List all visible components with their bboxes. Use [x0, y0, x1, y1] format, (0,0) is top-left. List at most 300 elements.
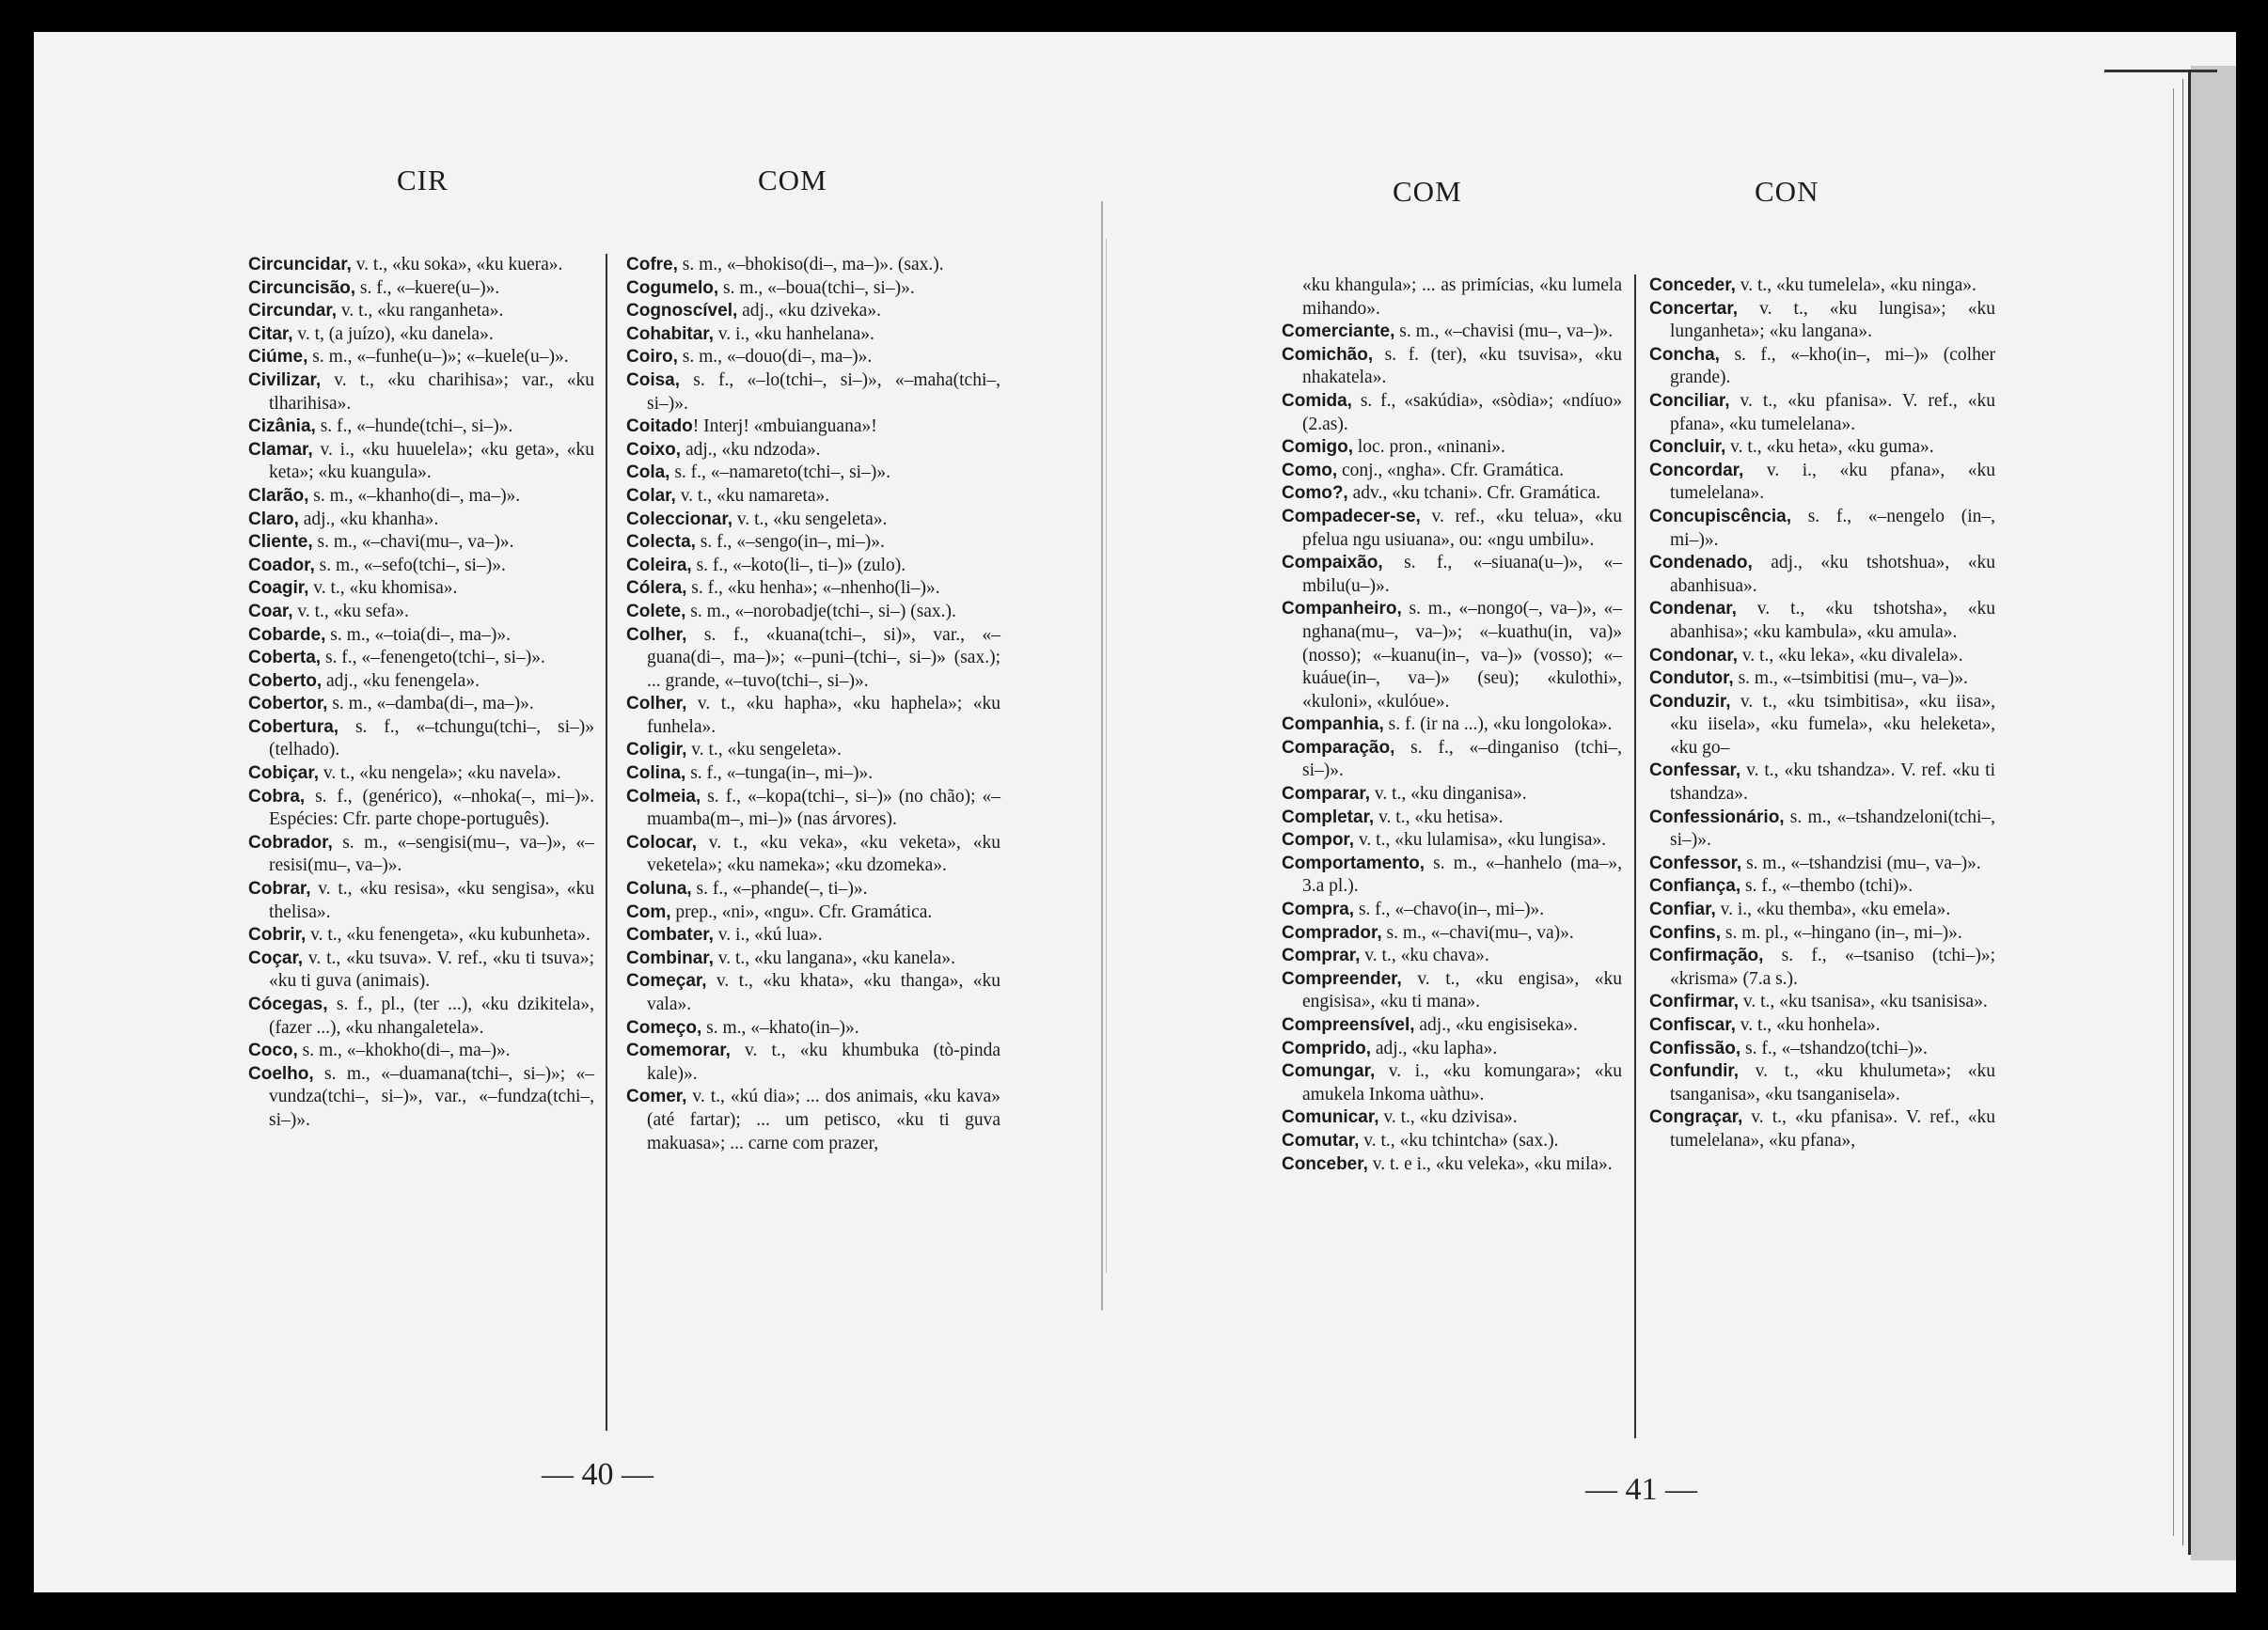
- entry-headword: Comichão,: [1282, 344, 1374, 365]
- dictionary-entry: [248, 485, 594, 509]
- dictionary-entry: [1282, 390, 1622, 436]
- entry-headword: Concertar,: [1649, 298, 1738, 319]
- dictionary-entry: [248, 1040, 594, 1063]
- dictionary-entry: [1649, 506, 1995, 552]
- dictionary-entry: [626, 786, 1000, 832]
- right-page-edge-inner: [2182, 79, 2183, 1545]
- entry-definition: s. m., «–boua(tchi–, si–)».: [718, 277, 915, 298]
- entry-definition: s. m., «–duamana(tchi–, si–)»; «–vundza(tchi–, si–)», var., «–fundza(tchi–, si–)».: [269, 1063, 594, 1130]
- entry-definition: v. i., «ku hanhelana».: [713, 323, 874, 344]
- entry-headword: Colina,: [626, 763, 686, 784]
- dictionary-entry: [1282, 598, 1622, 713]
- dictionary-entry: [626, 531, 1000, 555]
- entry-headword: Condenado,: [1649, 553, 1753, 573]
- right-page-edge-inner-2: [2173, 88, 2174, 1536]
- entry-headword: Coagir,: [248, 578, 309, 599]
- entry-definition: s. f., «–dinganiso (tchi–, si–)».: [1302, 737, 1622, 781]
- entry-definition: v. t., «ku dinganisa».: [1369, 784, 1527, 805]
- dictionary-entry: [1282, 460, 1622, 483]
- entry-definition: v. i., «ku pfana», «ku tumelelana».: [1670, 460, 1995, 504]
- dictionary-entry: [1282, 899, 1622, 922]
- entry-headword: Coelho,: [248, 1063, 314, 1084]
- entry-definition: s. m., «–tsimbitisi (mu–, va–)».: [1733, 668, 1968, 689]
- entry-definition: v. t., «ku sengeleta».: [732, 509, 888, 529]
- entry-headword: Coçar,: [248, 948, 304, 968]
- entry-definition: s. f., «–phande(–, ti–)».: [691, 879, 868, 900]
- dictionary-entry: [626, 878, 1000, 901]
- entry-headword: Colar,: [626, 485, 676, 506]
- entry-headword: Cobertor,: [248, 694, 328, 714]
- entry-headword: Concha,: [1649, 344, 1720, 365]
- entry-headword: Cócegas,: [248, 995, 328, 1014]
- entry-headword: Cobarde,: [248, 624, 326, 645]
- entry-definition: s. f., «–thembo (tchi)».: [1740, 876, 1914, 897]
- entry-definition: v. t., «ku lungisa»; «ku lunganheta»; «ku langana».: [1670, 298, 1995, 342]
- entry-headword: Comparar,: [1282, 784, 1370, 805]
- entry-headword: Concluir,: [1649, 437, 1726, 458]
- dictionary-column: [626, 254, 1000, 1155]
- dictionary-entry: [248, 716, 594, 762]
- scan-background: [34, 32, 2236, 1592]
- entry-headword: Comprido,: [1282, 1038, 1371, 1058]
- entry-definition: s. m., «–chavi(mu–, va)».: [1381, 922, 1574, 943]
- entry-definition: s. f., «–fenengeto(tchi–, si–)».: [321, 648, 545, 668]
- entry-definition: s. m., «–douo(di–, ma–)».: [677, 347, 873, 368]
- dictionary-entry: [626, 462, 1000, 485]
- entry-headword: Companheiro,: [1282, 599, 1402, 619]
- dictionary-entry: [1282, 321, 1622, 344]
- entry-headword: Companhia,: [1282, 714, 1384, 735]
- entry-headword: Confiscar,: [1649, 1015, 1736, 1035]
- dictionary-entry: [626, 948, 1000, 971]
- dictionary-entry: [248, 1063, 594, 1133]
- entry-definition: v. ref., «ku telua», «ku pfelua ngu usiuana», ou: «ngu umbilu».: [1302, 506, 1622, 550]
- dictionary-entry: [1282, 482, 1622, 506]
- entry-headword: Cobra,: [248, 786, 306, 807]
- dictionary-entry: [626, 323, 1000, 347]
- entry-definition: v. i., «ku huuelela»; «ku geta», «ku keta»; «ku kuangula».: [269, 439, 594, 483]
- entry-headword: Coador,: [248, 555, 315, 575]
- entry-definition: adj., «ku engisiseka».: [1414, 1015, 1578, 1035]
- entry-definition: v. t., «ku honhela».: [1735, 1015, 1881, 1035]
- dictionary-entry: [1649, 922, 1995, 946]
- entry-headword: Como?,: [1282, 483, 1348, 504]
- dictionary-entry: [248, 948, 594, 994]
- entry-headword: Compaixão,: [1282, 553, 1383, 573]
- entry-headword: Comer,: [626, 1087, 687, 1107]
- entry-definition: s. f., «–koto(li–, ti–)» (zulo).: [691, 555, 906, 575]
- entry-headword: Congraçar,: [1649, 1107, 1743, 1128]
- entry-definition: s. f., «–tchungu(tchi–, si–)» (telhado).: [269, 716, 594, 760]
- dictionary-entry: [1649, 460, 1995, 506]
- entry-definition: v. t., «ku hetisa».: [1374, 807, 1504, 827]
- entry-definition: v. t., «ku hapha», «ku haphela»; «ku funhela».: [647, 694, 1000, 737]
- entry-definition: s. f., «–hunde(tchi–, si–)».: [315, 416, 513, 437]
- entry-headword: Confiar,: [1649, 900, 1716, 920]
- dictionary-entry: [626, 739, 1000, 762]
- entry-definition: v. t, (a juízo), «ku danela».: [292, 323, 494, 344]
- dictionary-entry: [1282, 1060, 1622, 1106]
- entry-definition: s. f., «kuana(tchi–, si)», var., «–guana(di–, ma–)»; «–puni–(tchi–, si–)» (sax.); ... grande, «–tuvo(tchi–, si–)».: [647, 624, 1000, 691]
- entry-definition: v. t., «ku resisa», «ku sengisa», «ku thelisa».: [269, 879, 594, 922]
- entry-definition: v. t., «ku soka», «ku kuera».: [351, 255, 563, 274]
- dictionary-entry: [248, 670, 594, 694]
- entry-definition: s. f., «ku henha»; «–nhenho(li–)».: [686, 578, 940, 599]
- entry-headword: Começar,: [626, 971, 707, 992]
- dictionary-entry: [1282, 344, 1622, 390]
- dictionary-entry: [1649, 344, 1995, 390]
- entry-definition: s. m., «–toia(di–, ma–)».: [325, 624, 511, 645]
- entry-definition: v. t., «ku ranganheta».: [336, 301, 504, 321]
- entry-headword: Cobertura,: [248, 716, 339, 737]
- entry-definition: v. t., «ku fenengeta», «ku kubunheta».: [306, 925, 591, 946]
- dictionary-entry: [1282, 1153, 1622, 1177]
- right-page-edge-shade: [2191, 66, 2236, 1560]
- entry-definition: v. t., «kú dia»; ... dos animais, «ku kava» (até fartar); ... um petisco, «ku ti guva makuasa»; ... carne com prazer,: [647, 1087, 1000, 1153]
- entry-headword: Conceder,: [1649, 275, 1736, 295]
- dictionary-entry: [1282, 552, 1622, 598]
- dictionary-entry: [248, 277, 594, 301]
- dictionary-entry: [248, 762, 594, 786]
- entry-definition: s. m., «–funhe(u–)»; «–kuele(u–)».: [307, 347, 569, 368]
- dictionary-entry: [1649, 552, 1995, 598]
- entry-headword: Cogumelo,: [626, 277, 719, 298]
- entry-definition: s. f., «–tunga(in–, mi–)».: [685, 763, 874, 784]
- entry-definition: v. i., «ku themba», «ku emela».: [1715, 900, 1951, 920]
- dictionary-entry: [626, 509, 1000, 532]
- entry-definition: s. m., «–hanhelo (ma–», 3.a pl.).: [1302, 853, 1622, 897]
- entry-definition: loc. pron., «ninani».: [1353, 437, 1505, 458]
- dictionary-entry: [1649, 991, 1995, 1014]
- dictionary-entry: [1282, 1014, 1622, 1038]
- dictionary-entry: [248, 786, 594, 832]
- dictionary-entry: [626, 346, 1000, 369]
- entry-headword: Como,: [1282, 460, 1338, 480]
- entry-headword: Cobrador,: [248, 832, 333, 853]
- dictionary-entry: [1649, 875, 1995, 899]
- entry-headword: Confiança,: [1649, 876, 1741, 897]
- entry-headword: Colher,: [626, 694, 687, 714]
- dictionary-entry: [626, 924, 1000, 948]
- entry-definition: v. t., «ku lulamisa», «ku lungisa».: [1354, 830, 1606, 851]
- dictionary-entry: [1282, 853, 1622, 899]
- entry-headword: Compreender,: [1282, 968, 1402, 989]
- dictionary-entry: [1649, 598, 1995, 644]
- entry-definition: adv., «ku tchani». Cfr. Gramática.: [1347, 483, 1601, 504]
- dictionary-column: [1282, 274, 1622, 1176]
- entry-definition: s. m., «–damba(di–, ma–)».: [327, 694, 534, 714]
- dictionary-entry: [1649, 390, 1995, 436]
- entry-headword: Circuncidar,: [248, 255, 352, 274]
- dictionary-column: [1649, 274, 1995, 1153]
- dictionary-entry: [1282, 713, 1622, 737]
- entry-definition: s. f., «–chavo(in–, mi–)».: [1354, 900, 1545, 920]
- running-head-right: COM: [758, 164, 827, 196]
- dictionary-entry: [248, 832, 594, 878]
- dictionary-entry: [626, 832, 1000, 878]
- page-number: — 40 —: [542, 1457, 654, 1492]
- entry-definition: s. m., «–tshandzisi (mu–, va–)».: [1741, 853, 1981, 873]
- entry-definition: s. m., «–khato(in–)».: [701, 1017, 859, 1038]
- entry-headword: Cliente,: [248, 532, 313, 553]
- dictionary-entry: [1649, 298, 1995, 344]
- entry-definition: adj., «ku khanha».: [298, 509, 439, 529]
- entry-definition: v. t., «ku khata», «ku thanga», «ku vala».: [647, 971, 1000, 1014]
- entry-headword: Confirmar,: [1649, 992, 1740, 1012]
- entry-definition: s. f., «–lo(tchi–, si–)», «–maha(tchi–, si–)».: [647, 369, 1000, 414]
- dictionary-entry: [248, 878, 594, 924]
- dictionary-entry: [626, 624, 1000, 694]
- entry-headword: Colmeia,: [626, 786, 701, 807]
- entry-headword: Clarão,: [248, 485, 309, 506]
- entry-definition: v. t., «ku pfanisa». V. ref., «ku pfana», «ku tumelelana».: [1670, 390, 1995, 434]
- dictionary-entry: [626, 485, 1000, 509]
- entry-definition: v. t., «ku veka», «ku veketa», «ku veketela»; «ku nameka»; «ku dzomeka».: [647, 832, 1000, 876]
- entry-headword: Comutar,: [1282, 1130, 1360, 1151]
- dictionary-entry: [1282, 807, 1622, 830]
- dictionary-entry: [248, 254, 594, 277]
- entry-headword: Concupiscência,: [1649, 506, 1791, 526]
- running-head-left: CIR: [397, 164, 449, 196]
- dictionary-entry: [1282, 968, 1622, 1014]
- entry-headword: Completar,: [1282, 807, 1375, 827]
- entry-definition: s. f., «–siuana(u–)», «–mbilu(u–)».: [1302, 553, 1622, 596]
- entry-definition: conj., «ngha». Cfr. Gramática.: [1337, 460, 1565, 480]
- dictionary-entry: [248, 439, 594, 485]
- entry-headword: Confessar,: [1649, 760, 1741, 781]
- dictionary-entry: [1649, 667, 1995, 691]
- dictionary-entry: [248, 346, 594, 369]
- entry-headword: Comerciante,: [1282, 321, 1395, 342]
- entry-definition: s. f., «–kuere(u–)».: [355, 277, 500, 298]
- entry-definition: s. m., «–sengisi(mu–, va–)», «–resisi(mu–, va–)».: [269, 832, 594, 876]
- dictionary-entry: [1282, 922, 1622, 946]
- dictionary-entry: [248, 415, 594, 439]
- entry-definition: adj., «ku lapha».: [1371, 1038, 1498, 1058]
- page-40: [34, 32, 1134, 1592]
- entry-definition: s. f., (genérico), «–nhoka(–, mi–)». Espécies: Cfr. parte chope-português).: [269, 786, 594, 830]
- entry-headword: Comida,: [1282, 390, 1352, 411]
- dictionary-entry: [248, 647, 594, 670]
- page-number: — 41 —: [1585, 1472, 1697, 1507]
- dictionary-entry: [626, 254, 1000, 277]
- entry-headword: Confins,: [1649, 922, 1721, 943]
- entry-headword: Circundar,: [248, 301, 337, 321]
- dictionary-entry: [248, 323, 594, 347]
- dictionary-entry: [1282, 506, 1622, 552]
- dictionary-entry: [626, 369, 1000, 415]
- entry-definition: v. t., «ku heta», «ku guma».: [1725, 437, 1934, 458]
- dictionary-entry: [248, 994, 594, 1040]
- entry-definition: s. f., «–tshandzo(tchi–)».: [1740, 1038, 1928, 1058]
- dictionary-entry: [248, 300, 594, 323]
- entry-headword: Cobrar,: [248, 879, 311, 900]
- dictionary-entry: [1282, 945, 1622, 968]
- dictionary-entry: [626, 901, 1000, 925]
- dictionary-entry: [1282, 783, 1622, 807]
- entry-definition: s. f. (ter), «ku tsuvisa», «ku nhakatela».: [1302, 344, 1622, 388]
- entry-headword: Coberta,: [248, 648, 322, 668]
- entry-definition: s. f., «–tsaniso (tchi–)»; «krisma» (7.a s.).: [1670, 946, 1995, 989]
- entry-headword: Circuncisão,: [248, 277, 356, 298]
- dictionary-entry: [248, 555, 594, 578]
- entry-headword: Cobiçar,: [248, 763, 319, 784]
- right-page-edge: [2188, 70, 2191, 1555]
- dictionary-entry: [1649, 1060, 1995, 1106]
- entry-headword: Comprar,: [1282, 946, 1361, 966]
- dictionary-entry: [1282, 737, 1622, 783]
- entry-headword: Colecta,: [626, 532, 696, 553]
- dictionary-entry: [1282, 829, 1622, 853]
- entry-headword: Conduzir,: [1649, 691, 1731, 712]
- entry-headword: Comunicar,: [1282, 1107, 1379, 1128]
- right-page-edge-top: [2104, 70, 2217, 72]
- dictionary-entry: [626, 439, 1000, 462]
- entry-definition: prep., «ni», «ngu». Cfr. Gramática.: [670, 901, 933, 922]
- entry-definition: v. t., «ku sengeleta».: [686, 740, 842, 760]
- entry-headword: Coixo,: [626, 439, 682, 460]
- dictionary-entry: [248, 509, 594, 532]
- entry-headword: Claro,: [248, 509, 299, 529]
- dictionary-entry: [1649, 807, 1995, 853]
- entry-headword: Confirmação,: [1649, 946, 1764, 966]
- entry-definition: s. f., «–namareto(tchi–, si–)».: [669, 462, 890, 483]
- entry-definition: adj., «ku dziveka».: [737, 301, 881, 321]
- dictionary-entry: [1649, 645, 1995, 668]
- entry-definition: v. t., «ku chava».: [1360, 946, 1489, 966]
- dictionary-entry: [626, 277, 1000, 301]
- entry-definition: ! Interj! «mbuianguana»!: [692, 416, 877, 437]
- entry-headword: Coiro,: [626, 347, 678, 368]
- column-rule: [1634, 274, 1636, 1438]
- entry-headword: Com,: [626, 901, 671, 922]
- dictionary-entry: [248, 601, 594, 624]
- entry-headword: Citar,: [248, 323, 293, 344]
- dictionary-entry: [1649, 760, 1995, 806]
- entry-headword: Civilizar,: [248, 369, 322, 390]
- dictionary-entry: [626, 970, 1000, 1016]
- dictionary-entry: [626, 762, 1000, 786]
- entry-headword: Confessor,: [1649, 853, 1742, 873]
- page-41: [1134, 32, 2236, 1592]
- entry-headword: Comemorar,: [626, 1041, 731, 1061]
- entry-headword: Confundir,: [1649, 1061, 1739, 1082]
- page-fold-shadow-inner: [1106, 239, 1107, 1273]
- dictionary-entry: [248, 369, 594, 415]
- entry-headword: Compreensível,: [1282, 1015, 1415, 1035]
- dictionary-entry: [626, 555, 1000, 578]
- entry-headword: Comprador,: [1282, 922, 1382, 943]
- entry-definition: v. t., «ku engisa», «ku engisisa», «ku ti mana».: [1302, 968, 1622, 1012]
- entry-definition: s. f., «–kho(in–, mi–)» (colher grande).: [1670, 344, 1995, 388]
- entry-headword: Coberto,: [248, 670, 323, 691]
- entry-headword: Conceber,: [1282, 1153, 1368, 1174]
- entry-definition: s. f., pl., (ter ...), «ku dzikitela», (fazer ...), «ku nhangaletela».: [269, 995, 594, 1038]
- entry-definition: v. t., «ku sefa».: [292, 601, 409, 621]
- entry-headword: Condutor,: [1649, 668, 1734, 689]
- dictionary-entry: [1282, 1106, 1622, 1130]
- entry-definition: s. f., «–sengo(in–, mi–)».: [695, 532, 885, 553]
- entry-headword: Comigo,: [1282, 437, 1353, 458]
- entry-headword: Coisa,: [626, 369, 681, 390]
- entry-headword: Cognoscível,: [626, 301, 738, 321]
- entry-headword: Colher,: [626, 624, 687, 645]
- dictionary-entry: [1649, 436, 1995, 460]
- dictionary-entry: [248, 693, 594, 716]
- entry-headword: Confessionário,: [1649, 807, 1785, 827]
- entry-definition: s. m., «–norobadje(tchi–, si–) (sax.).: [685, 601, 956, 621]
- entry-headword: Coitado: [626, 416, 693, 437]
- dictionary-entry: [248, 531, 594, 555]
- entry-headword: Combinar,: [626, 948, 714, 968]
- dictionary-entry: [248, 924, 594, 948]
- entry-headword: Comungar,: [1282, 1061, 1376, 1082]
- entry-definition: v. t., «ku tsuva». V. ref., «ku ti tsuva»; «ku ti guva (animais).: [269, 948, 594, 992]
- entry-headword: Começo,: [626, 1017, 702, 1038]
- entry-headword: Cofre,: [626, 255, 678, 274]
- entry-definition: v. t., «ku leka», «ku divalela».: [1737, 645, 1963, 666]
- entry-definition: v. t., «ku tsimbitisa», «ku iisa», «ku iisela», «ku fumela», «ku heleketa», «ku go–: [1670, 691, 1995, 758]
- entry-definition: v. t., «ku langana», «ku kanela».: [713, 948, 955, 968]
- dictionary-entry: [1649, 691, 1995, 760]
- entry-headword: Colete,: [626, 601, 686, 621]
- entry-headword: Cizânia,: [248, 416, 316, 437]
- dictionary-entry: [248, 624, 594, 648]
- dictionary-entry: [1649, 1038, 1995, 1061]
- entry-definition: «ku khangula»; ... as primícias, «ku lumela mihando».: [1302, 275, 1622, 319]
- entry-definition: adj., «ku fenengela».: [322, 670, 480, 691]
- entry-headword: Coligir,: [626, 740, 687, 760]
- entry-definition: s. m., «–nongo(–, va–)», «–nghana(mu–, va–)»; «–kuathu(in, va)» (nosso); «–kuanu(in–, va–)» (vosso); «–kuáue(in–, va–)» (seu); «kulothi», «kuloni», «kulóue».: [1302, 599, 1622, 712]
- entry-headword: Cólera,: [626, 578, 687, 599]
- dictionary-entry: [1649, 1014, 1995, 1038]
- entry-headword: Compadecer-se,: [1282, 506, 1421, 526]
- entry-definition: v. t., «ku dzivisa».: [1378, 1107, 1518, 1128]
- entry-definition: s. m., «–tshandzeloni(tchi–, si–)».: [1670, 807, 1995, 851]
- entry-definition: s. f., «–nengelo (in–, mi–)».: [1670, 506, 1995, 550]
- entry-definition: s. m., «–chavi(mu–, va–)».: [312, 532, 514, 553]
- column-rule: [606, 254, 607, 1431]
- entry-definition: v. t., «ku tshandza». V. ref. «ku ti tshandza».: [1670, 760, 1995, 805]
- entry-definition: v. t., «ku charihisa»; var., «ku tlharihisa».: [269, 369, 594, 414]
- dictionary-entry: [626, 1040, 1000, 1086]
- entry-definition: v. t., «ku tsanisa», «ku tsanisisa».: [1739, 992, 1988, 1012]
- dictionary-entry: [626, 415, 1000, 439]
- entry-headword: Cohabitar,: [626, 323, 714, 344]
- dictionary-entry: [626, 300, 1000, 323]
- entry-definition: s. f. (ir na ...), «ku longoloka».: [1383, 714, 1613, 735]
- entry-definition: v. t., «ku khumbuka (tò-pinda kale)».: [647, 1041, 1000, 1084]
- entry-definition: v. t. e i., «ku veleka», «ku mila».: [1367, 1153, 1613, 1174]
- entry-definition: v. t., «ku nengela»; «ku navela».: [318, 763, 561, 784]
- entry-definition: s. m., «–bhokiso(di–, ma–)». (sax.).: [677, 255, 944, 274]
- entry-definition: v. t., «ku khomisa».: [308, 578, 458, 599]
- entry-headword: Comportamento,: [1282, 853, 1425, 873]
- entry-headword: Cobrir,: [248, 925, 307, 946]
- entry-definition: v. t., «ku tumelela», «ku ninga».: [1735, 275, 1977, 295]
- entry-headword: Coluna,: [626, 879, 692, 900]
- dictionary-entry: [1282, 436, 1622, 460]
- dictionary-entry: [248, 577, 594, 601]
- entry-definition: s. m., «–khokho(di–, ma–)».: [297, 1041, 511, 1061]
- page-fold-shadow: [1101, 201, 1103, 1310]
- entry-definition: adj., «ku tshotshua», «ku abanhisua».: [1670, 553, 1995, 596]
- dictionary-entry: [626, 601, 1000, 624]
- entry-definition: v. t., «ku pfanisa». V. ref., «ku tumelelana», «ku pfana»,: [1670, 1107, 1995, 1151]
- entry-definition: v. t., «ku namareta».: [675, 485, 830, 506]
- entry-headword: Comparação,: [1282, 737, 1395, 758]
- dictionary-entry: [626, 577, 1000, 601]
